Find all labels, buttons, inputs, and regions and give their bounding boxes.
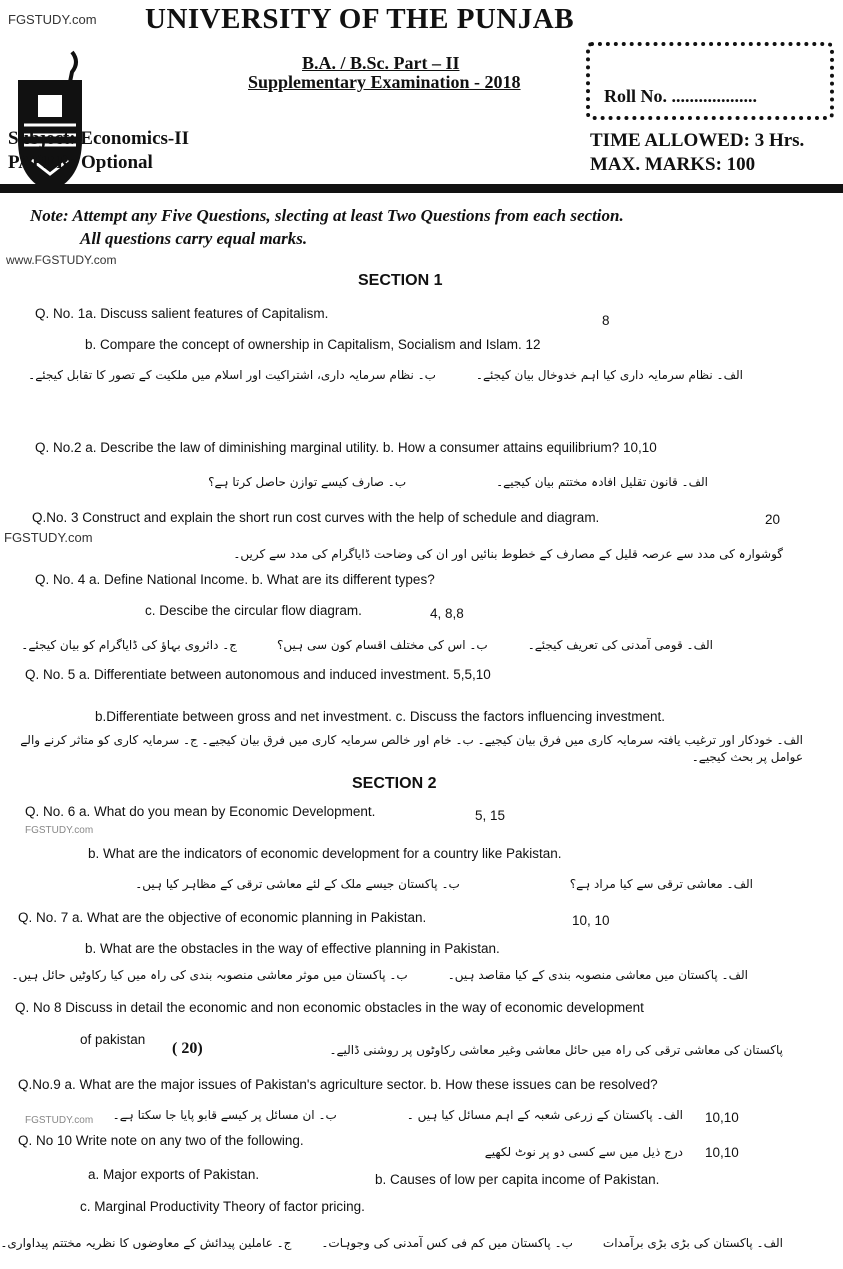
- question-7-urdu-row: [11, 968, 748, 982]
- question-9-urdu-row: [100, 1108, 683, 1122]
- question-4-urdu-c: ج۔ دائروی بہاؤ کی ڈایاگرام کو بیان کیجئے۔: [21, 638, 237, 652]
- question-10-urdu-c: ج۔ عاملین پیدائش کے معاوضوں کا نظریہ مختتم پیداواری۔: [0, 1236, 292, 1250]
- question-5b: b.Differentiate between gross and net investment. c. Discuss the factors influencing investment.: [95, 709, 666, 724]
- site-mark: FGSTUDY.com: [8, 12, 97, 27]
- question-10-urdu: درج ذیل میں سے کسی دو پر نوٹ لکھیے: [484, 1145, 683, 1159]
- question-3-urdu: گوشوارہ کی مدد سے عرصہ قلیل کے مصارف کے خطوط بنائیں اور ان کی وضاحت ڈایاگرام کی مدد سے کریں۔: [233, 547, 783, 561]
- question-10-urdu-a: الف۔ پاکستان کی بڑی بڑی برآمدات: [602, 1236, 783, 1250]
- question-1-urdu-b: ب۔ نظام سرمایہ داری، اشتراکیت اور اسلام میں ملکیت کے تصور کا تقابل کیجئے۔: [28, 368, 436, 382]
- question-2-urdu-a: الف۔ قانون تقلیل افادہ مختتم بیان کیجیے۔: [496, 475, 708, 489]
- question-8-urdu-row: [225, 1043, 783, 1057]
- question-10c: c. Marginal Productivity Theory of factor pricing.: [80, 1199, 365, 1214]
- program-label: B.A. / B.Sc. Part – II: [302, 53, 460, 73]
- question-10-urdu-row: [420, 1145, 683, 1159]
- question-9-marks: 10,10: [705, 1110, 739, 1125]
- question-3-urdu-row: [110, 547, 783, 561]
- time-allowed: TIME ALLOWED: 3 Hrs.: [590, 130, 805, 151]
- section-2-title: SECTION 2: [352, 775, 437, 792]
- question-6a: Q. No. 6 a. What do you mean by Economic Development.: [25, 804, 376, 819]
- watermark-site-2: FGSTUDY.com: [4, 530, 93, 545]
- question-2-urdu-row: [150, 475, 708, 489]
- question-8-marks: ( 20): [172, 1040, 203, 1057]
- question-8: Q. No 8 Discuss in detail the economic and non economic obstacles in the way of economic development: [15, 1000, 644, 1015]
- question-10-urdu-row-2: [0, 1236, 783, 1250]
- note-line-1: Note: Attempt any Five Questions, slecting at least Two Questions from each section.: [30, 206, 624, 225]
- question-10a: a. Major exports of Pakistan.: [88, 1167, 260, 1182]
- question-8-urdu: پاکستان کی معاشی ترقی کی راہ میں حائل معاشی وغیر معاشی رکاوٹوں پر روشنی ڈالیے۔: [329, 1043, 783, 1057]
- roll-number-box: [586, 42, 834, 120]
- question-10-urdu-b: ب۔ پاکستان میں کم فی کس آمدنی کی وجوہات۔: [321, 1236, 573, 1250]
- question-6-marks: 5, 15: [475, 808, 506, 823]
- question-4-urdu-a: الف۔ قومی آمدنی کی تعریف کیجئے۔: [527, 638, 713, 652]
- question-7-urdu-b: ب۔ پاکستان میں موثر معاشی منصوبہ بندی کی راہ میں کیا رکاوٹیں حائل ہیں۔: [11, 968, 408, 982]
- question-1-urdu-row: [10, 368, 743, 382]
- university-title: UNIVERSITY OF THE PUNJAB: [145, 3, 575, 35]
- section-1-title: SECTION 1: [358, 272, 443, 289]
- question-7a: Q. No. 7 a. What are the objective of economic planning in Pakistan.: [18, 910, 427, 925]
- watermark-site-3: FGSTUDY.com: [25, 825, 94, 836]
- question-6-urdu-a: الف۔ معاشی ترقی سے کیا مراد ہے؟: [569, 877, 753, 891]
- question-2-urdu-b: ب۔ صارف کیسے توازن حاصل کرتا ہے؟: [208, 475, 407, 489]
- watermark-www: www.FGSTUDY.com: [6, 253, 117, 267]
- question-7-marks: 10, 10: [572, 913, 610, 928]
- question-3-marks: 20: [765, 512, 781, 527]
- question-4-marks: 4, 8,8: [430, 606, 464, 621]
- question-9-urdu-a: الف۔ پاکستان کے زرعی شعبہ کے اہم مسائل کیا ہیں ۔: [406, 1108, 683, 1122]
- question-6-urdu-b: ب۔ پاکستان جیسے ملک کے لئے معاشی ترقی کے مظاہر کیا ہیں۔: [135, 877, 460, 891]
- exam-label: Supplementary Examination - 2018: [248, 72, 521, 92]
- note-line-2: All questions carry equal marks.: [80, 229, 308, 248]
- watermark-site-4: FGSTUDY.com: [25, 1115, 94, 1126]
- question-10b: b. Causes of low per capita income of Pakistan.: [375, 1172, 660, 1187]
- question-4-urdu-row: [21, 638, 713, 652]
- question-6b: b. What are the indicators of economic development for a country like Pakistan.: [88, 846, 562, 861]
- question-4-urdu-b: ب۔ اس کی مختلف اقسام کون سی ہیں؟: [277, 638, 488, 652]
- question-4c: c. Descibe the circular flow diagram.: [145, 603, 362, 618]
- subject-label: Subject: Economics-II: [8, 128, 190, 149]
- question-5a: Q. No. 5 a. Differentiate between autonomous and induced investment. 5,5,10: [25, 667, 491, 682]
- header-divider: [0, 184, 843, 193]
- question-10: Q. No 10 Write note on any two of the following.: [18, 1133, 304, 1148]
- max-marks: MAX. MARKS: 100: [590, 154, 756, 175]
- question-2: Q. No.2 a. Describe the law of diminishing marginal utility. b. How a consumer attains equilibrium? 10,10: [35, 440, 657, 455]
- question-3: Q.No. 3 Construct and explain the short run cost curves with the help of schedule and diagram.: [32, 510, 600, 525]
- question-9-urdu-b: ب۔ ان مسائل پر کیسے قابو پایا جا سکتا ہے۔: [112, 1108, 337, 1122]
- question-1-urdu-a: الف۔ نظام سرمایہ داری کیا اہم خدوخال بیان کیجئے۔: [475, 368, 743, 382]
- question-1b: b. Compare the concept of ownership in Capitalism, Socialism and Islam. 12: [85, 337, 541, 352]
- question-8-continued: of pakistan: [80, 1032, 146, 1047]
- question-5-urdu: الف۔ خودکار اور ترغیب یافتہ سرمایہ کاری میں فرق بیان کیجیے۔ ب۔ خام اور خالص سرمایہ کاری میں فرق بیان کیجیے۔ ج۔ سرمایہ کاری کو متاثر کرنے والے عوامل پر بحث کیجیے۔: [20, 733, 803, 764]
- question-1a: Q. No. 1a. Discuss salient features of Capitalism.: [35, 306, 329, 321]
- roll-number-field[interactable]: Roll No. ...................: [604, 86, 757, 106]
- question-6-urdu-row: [135, 877, 753, 891]
- question-4: Q. No. 4 a. Define National Income. b. What are its different types?: [35, 572, 435, 587]
- question-1a-marks: 8: [602, 313, 610, 328]
- question-7-urdu-a: الف۔ پاکستان میں معاشی منصوبہ بندی کے کیا مقاصد ہیں۔: [447, 968, 748, 982]
- question-9: Q.No.9 a. What are the major issues of Pakistan's agriculture sector. b. How these issues can be resolved?: [18, 1077, 658, 1092]
- paper-label: PAPER: Optional: [8, 152, 153, 173]
- question-10-marks: 10,10: [705, 1145, 739, 1160]
- question-7b: b. What are the obstacles in the way of effective planning in Pakistan.: [85, 941, 500, 956]
